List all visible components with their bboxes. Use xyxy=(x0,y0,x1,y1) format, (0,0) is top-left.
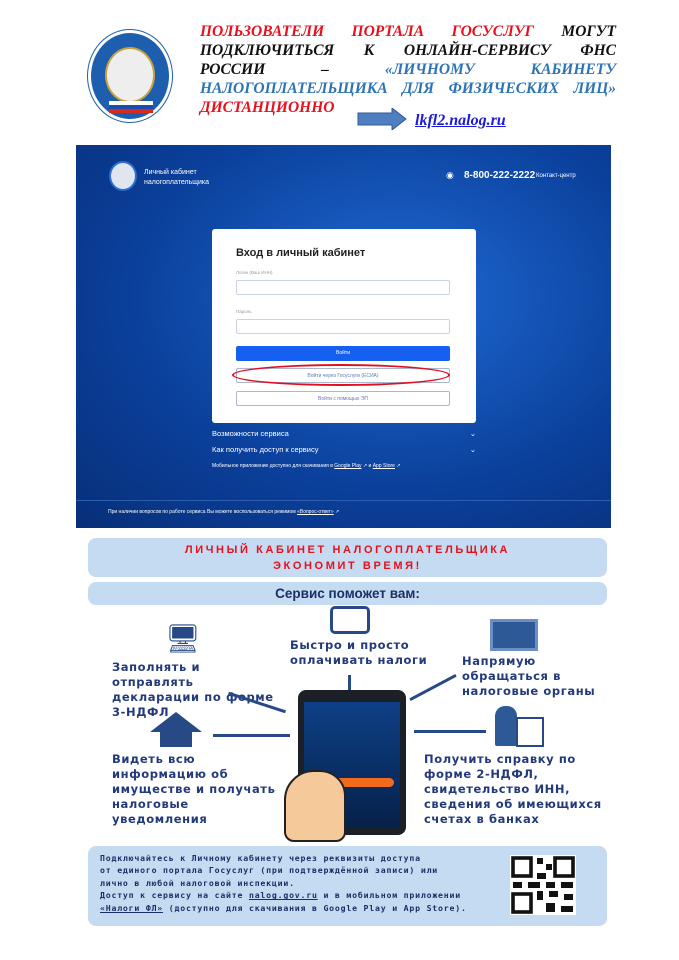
mobile-app-note xyxy=(212,463,401,469)
and-text: и xyxy=(368,463,372,469)
consultation-icon xyxy=(490,619,538,651)
feature-property: Видеть всю информацию об имуществе и получать налоговые уведомления xyxy=(112,752,276,826)
info-line: от единого портала Госуслуг (при подтверждённой записи) или xyxy=(100,865,439,876)
hand-illustration xyxy=(284,770,346,842)
headline-line: ПОДКЛЮЧИТЬСЯ К ОНЛАЙН-СЕРВИСУ ФНС xyxy=(200,42,616,59)
info-text: (доступно для скачивания в Google Play и App Store). xyxy=(168,902,467,913)
accordion-features[interactable] xyxy=(212,429,476,438)
contact-center[interactable]: Контакт-центр xyxy=(536,173,576,179)
headline-red: ДИСТАНЦИОННО xyxy=(200,99,335,116)
certificate-icon xyxy=(516,717,544,747)
info-line: Подключайтесь к Личному кабинету через реквизиты доступа xyxy=(100,853,421,863)
phone-number[interactable]: 8-800-222-2222 xyxy=(464,170,536,181)
time-banner xyxy=(88,538,607,577)
fns-logo xyxy=(109,161,137,191)
faq-link[interactable]: «Вопрос-ответ» xyxy=(297,509,334,515)
house-icon-body xyxy=(160,731,192,747)
chevron-down-icon: ⌄ xyxy=(469,445,476,454)
login-title: Вход в личный кабинет xyxy=(236,247,366,259)
banner-line: ЭКОНОМИТ ВРЕМЯ! xyxy=(273,560,422,572)
wallet-icon xyxy=(330,606,370,634)
brand-line: налогоплательщика xyxy=(144,179,210,186)
info-text: и в мобильном приложении xyxy=(323,890,461,901)
gosuslugi-button[interactable]: Войти через Госуслуги (ЕСИА) xyxy=(236,368,450,383)
service-banner: Сервис поможет вам: xyxy=(88,582,607,605)
headline xyxy=(200,22,616,117)
external-link-icon: ↗ xyxy=(362,463,368,469)
external-link-icon: ↗ xyxy=(335,509,340,515)
accordion-access[interactable] xyxy=(212,445,476,454)
accessibility-eye-icon[interactable]: ◉ xyxy=(446,170,454,180)
highlight-ellipse xyxy=(232,364,450,386)
mail-computer-icon: 🖥 xyxy=(165,623,201,654)
nalog-link[interactable]: nalog.gov.ru xyxy=(248,890,318,901)
lkfl-link[interactable]: lkfl2.nalog.ru xyxy=(415,112,506,129)
app-store-link[interactable]: App Store xyxy=(372,463,395,469)
feature-contact: Напрямую обращаться в налоговые органы xyxy=(462,654,596,698)
accordion-label: Как получить доступ к сервису xyxy=(212,445,319,454)
info-text: Доступ к сервису на сайте xyxy=(100,890,244,901)
headline-blue: «ЛИЧНОМУ КАБИНЕТУ xyxy=(384,61,617,78)
person-document-icon xyxy=(495,706,517,746)
login-button[interactable]: Войти xyxy=(236,346,450,361)
mobile-text: Мобильное приложение доступно для скачивания в xyxy=(212,463,333,469)
footer-text: При наличии вопросов по работе сервиса Вы можете воспользоваться режимом xyxy=(108,509,296,515)
info-line: лично в любой налоговой инспекции. xyxy=(100,877,295,888)
site-brand xyxy=(144,168,209,188)
connector-line xyxy=(213,734,290,737)
login-input[interactable] xyxy=(236,280,450,295)
password-label: Пароль xyxy=(236,309,252,314)
feature-pay: Быстро и просто оплачивать налоги xyxy=(290,638,428,667)
headline-black: МОГУТ xyxy=(561,23,616,40)
fns-emblem xyxy=(88,30,172,122)
qr-code[interactable] xyxy=(510,855,576,915)
headline-blue: НАЛОГОПЛАТЕЛЬЩИКА ДЛЯ ФИЗИЧЕСКИХ ЛИЦ» xyxy=(200,80,616,97)
chevron-down-icon: ⌄ xyxy=(469,429,476,438)
banner-line: ЛИЧНЫЙ КАБИНЕТ НАЛОГОПЛАТЕЛЬЩИКА xyxy=(184,544,511,556)
headline-black: РОССИИ – xyxy=(200,61,329,78)
login-label: Логин (Ваш ИНН) xyxy=(236,270,273,275)
headline-red: ПОЛЬЗОВАТЕЛИ ПОРТАЛА ГОСУСЛУГ xyxy=(200,23,535,40)
external-link-icon: ↗ xyxy=(396,463,401,469)
arrow-right-icon xyxy=(357,108,407,130)
google-play-link[interactable]: Google Play xyxy=(334,463,362,469)
feature-certificate: Получить справку по форме 2-НДФЛ, свидетельство ИНН, сведения об имеющихся счетах в банках xyxy=(424,752,602,826)
nalogi-fl-app-link[interactable]: «Налоги ФЛ» xyxy=(100,902,164,913)
connector-line xyxy=(414,730,486,733)
login-card xyxy=(212,229,476,423)
accordion-label: Возможности сервиса xyxy=(212,429,289,438)
ep-button[interactable]: Войти с помощью ЭП xyxy=(236,391,450,406)
password-input[interactable] xyxy=(236,319,450,334)
feature-declaration: Заполнять и отправлять декларации по форме 3-НДФЛ xyxy=(112,660,274,719)
site-screenshot xyxy=(76,145,611,528)
brand-line: Личный кабинет xyxy=(144,169,197,176)
site-footer xyxy=(76,500,611,515)
connector-line xyxy=(409,674,456,701)
